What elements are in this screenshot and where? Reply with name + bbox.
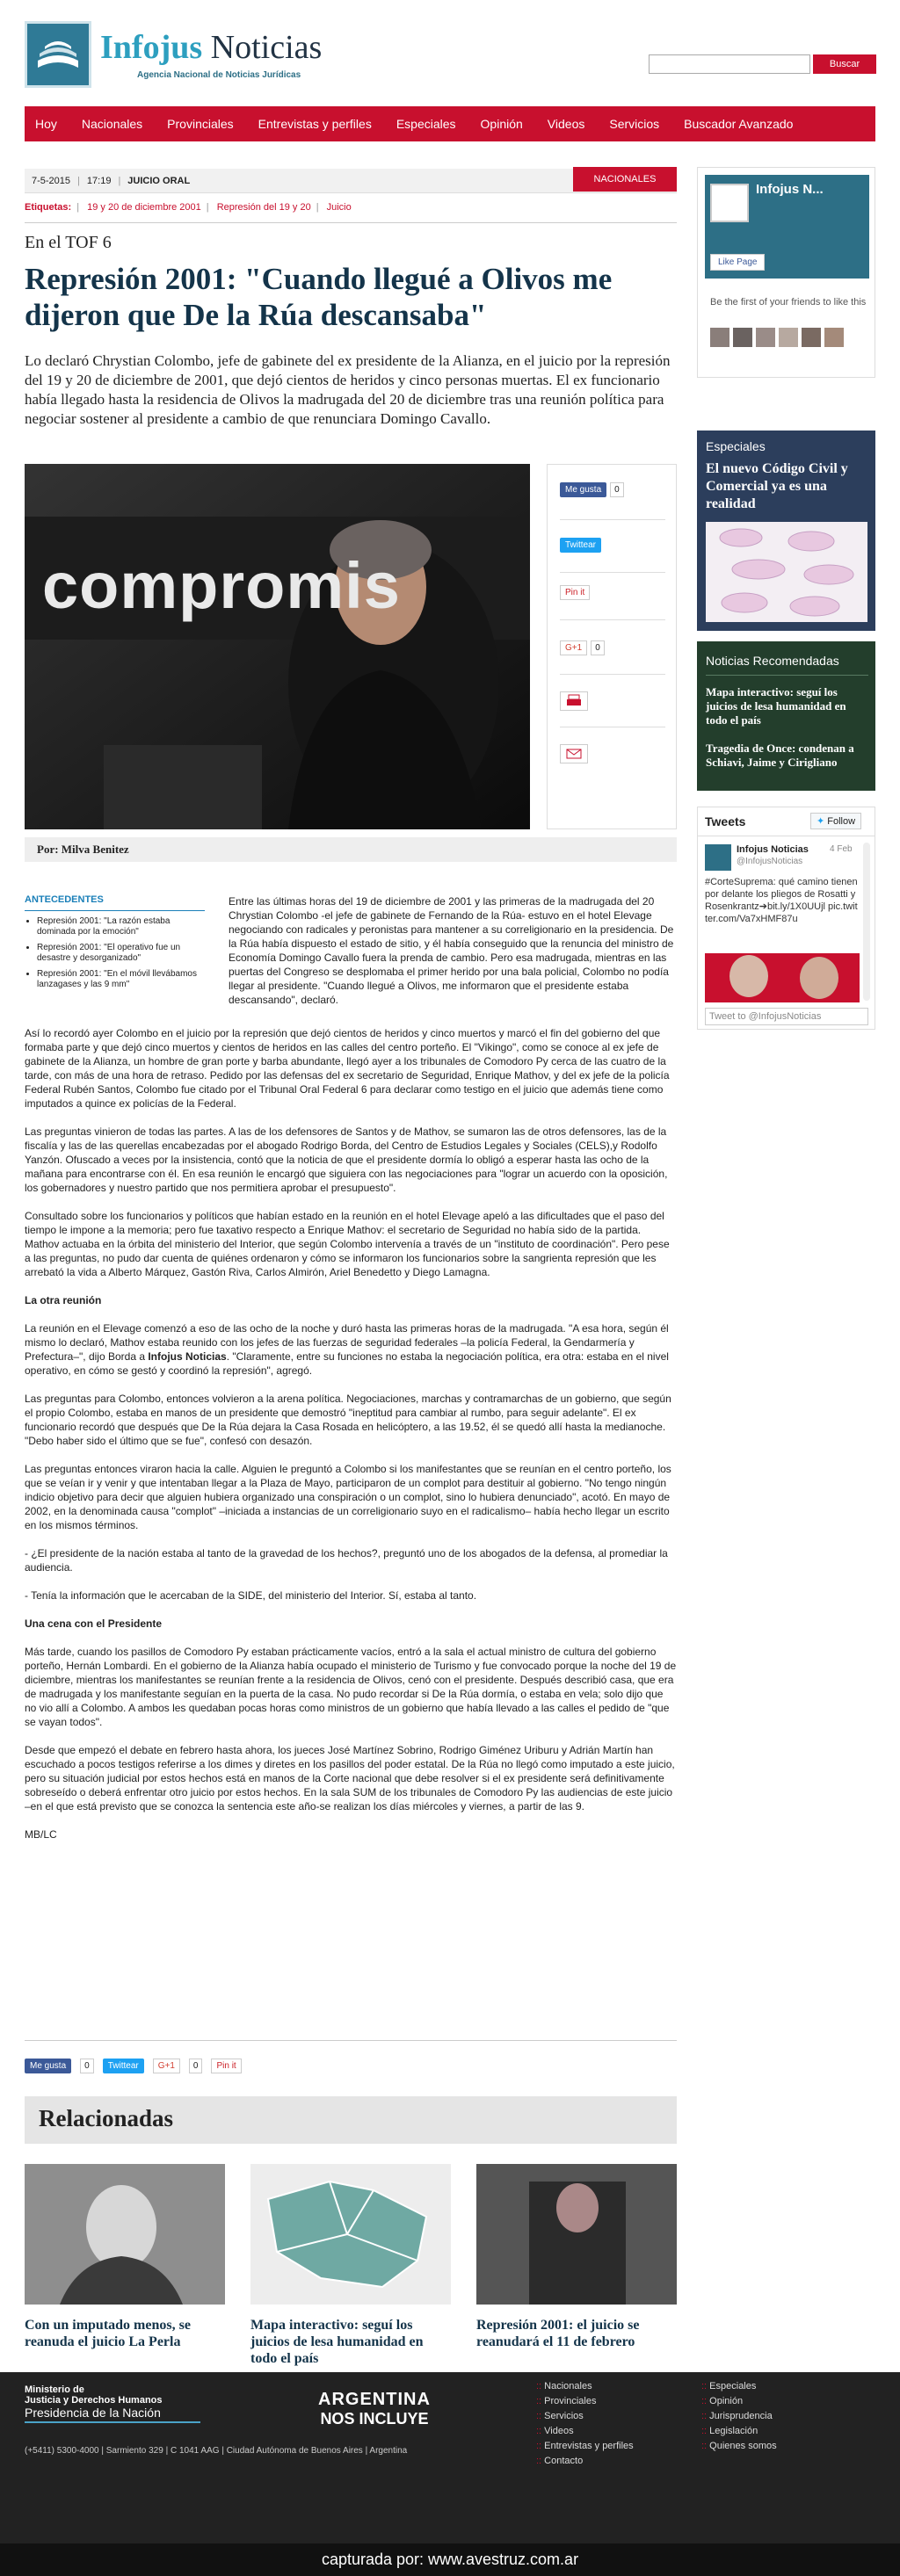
tweet-media <box>705 953 860 1002</box>
antecedente-link[interactable]: • Represión 2001: "El operativo fue un desastre y desorganizado" <box>37 943 205 964</box>
tags: Etiquetas: | 19 y 20 de diciembre 2001 | Represión del 19 y 20 | Juicio <box>25 202 352 213</box>
footer-link[interactable]: Jurisprudencia <box>709 2411 773 2421</box>
paragraph: Así lo recordó ayer Colombo en el juicio por la represión que dejó cientos de heridos y cinco muertos y marcó el fin del gobierno del que formaba parte y que dejó cinco muertos y cientos de heridos en las calles del centro porteño. El "Vikingo", como se conoce al ex jefe de gabinete de la Alianza, un hombre de gran porte y barba abundante, llegó ayer a los tribunales de Comodoro Py cerca de las cuatro de la tarde, con más de una hora de retraso. Pedido por las defensas del ex secretario de Seguridad, Enrique Mathov, y del ex jefe de la policía Federal Rubén Santos, Colombo fue citado por el Tribunal Oral Federal 6 para declarar como testigo en el juicio que además tiene como imputados a quince ex policías de la Federal. <box>25 1027 670 1110</box>
recomendada-link[interactable]: Tragedia de Once: condenan a Schiavi, Jaime y Cirigliano <box>706 742 854 769</box>
site-logo[interactable] <box>25 21 350 88</box>
print-icon[interactable] <box>560 691 588 713</box>
tag-link[interactable]: 19 y 20 de diciembre 2001 <box>87 202 201 213</box>
especiales-widget[interactable] <box>697 431 875 631</box>
footer-col-1: :: Nacionales :: Provinciales :: Servicios :: Videos :: Entrevistas y perfiles :: Contacto <box>536 2381 634 2466</box>
bottom-share-bar <box>25 2056 242 2075</box>
related-article[interactable] <box>250 2164 451 2367</box>
divider <box>25 222 677 223</box>
footer-link[interactable]: Quienes somos <box>709 2441 777 2451</box>
tweets-label: Tweets <box>705 814 746 829</box>
logo-book-icon <box>25 21 91 88</box>
especiales-title: El nuevo Código Civil y Comercial ya es una realidad <box>706 461 848 511</box>
tweet-button[interactable]: Twittear <box>560 538 601 553</box>
recomendadas-label: Noticias Recomendadas <box>706 654 839 668</box>
footer-logo[interactable]: Ministerio de Justicia y Derechos Humanos Presidencia de la Nación <box>25 2384 200 2423</box>
footer-link[interactable]: Provinciales <box>544 2396 597 2406</box>
related-title: Con un imputado menos, se reanuda el juicio La Perla <box>25 2318 191 2349</box>
paragraph: - Tenía la información que le acercaban de la SIDE, del ministerio del Interior. Sí, estaba al tanto. <box>25 1589 477 1602</box>
fb-like-page-button[interactable]: Like Page <box>710 254 765 271</box>
fb-logo-icon <box>710 184 749 222</box>
tweet-text: #CorteSuprema: qué camino tienen por delante los pliegos de Rosatti y Rosenkrantz➔bit.ly/1X0UUjl pic.twitter.com/Va7xHMF87u <box>705 877 858 924</box>
paragraph: Las preguntas vinieron de todas las partes. A las de los defensores de Santos y de Mathov, se sumaron las de otros defensores, las de la fiscalía y las de las querellas encabezadas por el abogado Rodrigo Borda, del Centro de Estudios Legales y Sociales (CELS),y Rodolfo Yanzón. Ofuscado a veces por la insistencia, contó que la noticia de que el presidente dormía lo obligó a esperar hasta las ocho de la mañana para encontrarse con él. En esa reunión le encargó que siguiera con las negociaciones para "lograr un acuerdo con la oposición, los gobernadores y nuestro partido que nos permitiera aprobar el presupuesto". <box>25 1125 668 1194</box>
facebook-widget <box>697 167 875 378</box>
kicker: En el TOF 6 <box>25 233 112 252</box>
email-icon[interactable] <box>560 744 588 766</box>
headline: Represión 2001: "Cuando llegué a Olivos me dijeron que De la Rúa descansaba" <box>25 262 613 332</box>
logo-wordmark: Infojus Noticias <box>100 29 323 66</box>
antecedentes-title: ANTECEDENTES <box>25 894 205 911</box>
paragraph: Las preguntas entonces viraron hacia la calle. Alguien le preguntó a Colombo si los manifestantes que se reunían en el centro porteño, los que se veían ir y venir y que intentaban llegar a la Plaza de Mayo, participaron de un complot para destituir al gobierno. "No tengo ningún indicio objetivo para decir que alguien hubiera organizado una conspiración o un complot, sino lo hubiera denunciado", acotó. En mayo de 2002, en la denominada causa "complot" –iniciada a instancias de un correligionario suyo en el radicalismo– había hecho llegar un escrito en los mismos términos. <box>25 1463 671 1531</box>
nav-provinciales[interactable]: Provinciales <box>167 117 234 131</box>
related-article[interactable] <box>476 2164 677 2350</box>
footer-link[interactable]: Servicios <box>544 2411 584 2421</box>
tweet-avatar <box>705 844 731 871</box>
recomendadas-widget <box>697 641 875 791</box>
related-photo <box>476 2164 677 2305</box>
footer-link[interactable]: Nacionales <box>544 2381 592 2391</box>
lead: Lo declaró Chrystian Colombo, jefe de gabinete del ex presidente de la Alianza, en el juicio por la represión del 19 y 20 de diciembre de 2001, que dejó cientos de heridos y cinco personas muertas. El ex funcionario había llegado hasta la residencia de Olivos la madrugada del 20 de diciembre tras una reunión política para negociar sostener al presidente a cambio de que renunciara Domingo Cavallo. <box>25 352 671 427</box>
article-time: 17:19 <box>86 175 112 186</box>
main-nav <box>25 106 875 141</box>
capture-credit: capturada por: www.avestruz.com.ar <box>0 2543 900 2576</box>
facebook-like-button[interactable]: Me gusta <box>25 2059 71 2073</box>
tweet-user[interactable]: Infojus Noticias <box>737 844 809 855</box>
paragraph: Las preguntas para Colombo, entonces volvieron a la arena política. Negociaciones, marchas y contramarchas de un gobierno, que según el propio Colombo, estaba en manos de un presidente que demostró "ineptitud para cambiar al rumbo, para seguir adelante". El ex funcionario recordó que después que De la Rúa dejara la Casa Rosada en helicóptero, a las 19.52, él se quedó allí hasta la medianoche. "Debo haber sido el último que se fue", confesó con desazón. <box>25 1393 671 1447</box>
article-section: JUICIO ORAL <box>127 175 191 186</box>
nav-hoy[interactable]: Hoy <box>35 117 57 131</box>
facebook-like-button[interactable]: Me gusta <box>560 482 606 497</box>
antecedente-link[interactable]: • Represión 2001: "En el móvil llevábamos lanzagases y las 9 mm" <box>37 969 205 990</box>
nav-nacionales[interactable]: Nacionales <box>81 117 143 131</box>
paragraph: - ¿El presidente de la nación estaba al tanto de la gravedad de los hechos?, preguntó uno de los abogados de la defensa, al promediar la audiencia. <box>25 1547 668 1574</box>
related-title: Represión 2001: el juicio se reanudará el 11 de febrero <box>476 2318 640 2349</box>
related-map <box>250 2164 451 2305</box>
recomendada-link[interactable]: Mapa interactivo: seguí los juicios de lesa humanidad en todo el país <box>706 685 846 727</box>
share-box <box>547 464 677 829</box>
tweet-button[interactable]: Twittear <box>103 2059 144 2073</box>
nav-especiales[interactable]: Especiales <box>396 117 456 131</box>
paragraph: Desde que empezó el debate en febrero hasta ahora, los jueces José Martínez Sobrino, Rodrigo Giménez Uriburu y Adrián Martín han escuchado a pocos testigos referirse a los dimes y diretes en los pasillos del poder estatal. De la Rúa no llegó como imputado a este juicio, pero su situación judicial por estos hechos está en manos de la Corte nacional que debe resolver si el ex presidente será definitivamente sobreseído o deberá enfrentar otro juicio por estos hechos. En la sala SUM de los tribunales de Comodoro Py las audiencias de este juicio –en el que está previsto que se conozca la sentencia este año-se realizan los días miércoles y viernes, a partir de las 9. <box>25 1744 675 1813</box>
relacionadas-header: Relacionadas <box>25 2096 677 2144</box>
antecedente-link[interactable]: • Represión 2001: "La razón estaba dominada por la emoción" <box>37 916 205 937</box>
search-button[interactable]: Buscar <box>813 54 876 74</box>
subheading: La otra reunión <box>25 1294 102 1306</box>
tag-link[interactable]: Represión del 19 y 20 <box>216 202 311 213</box>
divider <box>25 2040 677 2041</box>
footer-link[interactable]: Opinión <box>709 2396 744 2406</box>
google-plus-button[interactable]: G+1 <box>153 2059 180 2073</box>
facebook-count: 0 <box>80 2059 94 2073</box>
photo-illustration <box>25 464 530 829</box>
article-body <box>25 894 677 1856</box>
paragraph: Consultado sobre los funcionarios y políticos que habían estado en la reunión en el hotel Elevage apeló a las dificultades que el paso del tiempo le impone a la memoria; pero fue taxativo respecto a Enrique Mathov: el secretario de Seguridad no había sido de la partida. Mathov actuaba en la órbita del ministerio del Interior, que según Colombo intervenía a través de un "instituto de coordinación". Pero pese a las preguntas, no pudo dar cuenta de quiénes ordenaron y cómo se informaron los funcionarios sobre la sangrienta represión que les arrebató la vida a Alberto Márquez, Gastón Riva, Carlos Almirón, Ariel Benedetto y Diego Lamagna. <box>25 1210 670 1278</box>
fb-friends <box>710 328 844 347</box>
nav-opinion[interactable]: Opinión <box>480 117 523 131</box>
footer-link[interactable]: Videos <box>544 2426 574 2436</box>
footer-address: (+5411) 5300-4000 | Sarmiento 329 | C 1041 AAG | Ciudad Autónoma de Buenos Aires | Argentina <box>25 2446 408 2456</box>
nav-videos[interactable]: Videos <box>547 117 585 131</box>
footer-argentina: ARGENTINA NOS INCLUYE <box>318 2390 431 2428</box>
antecedentes-spacer <box>25 894 229 1026</box>
signature: MB/LC <box>25 1828 57 1841</box>
twitter-widget <box>697 807 875 1030</box>
twitter-bird-icon: ✦ <box>817 816 825 827</box>
related-title: Mapa interactivo: seguí los juicios de lesa humanidad en todo el país <box>250 2318 424 2366</box>
footer-link[interactable]: Contacto <box>544 2456 584 2466</box>
footer-link[interactable]: Entrevistas y perfiles <box>544 2441 634 2451</box>
facebook-count: 0 <box>610 482 624 497</box>
tweet-handle: @InfojusNoticias <box>737 857 803 866</box>
article-date: 7-5-2015 <box>32 175 71 186</box>
google-plus-count: 0 <box>591 640 605 655</box>
tweet-scrollbar[interactable] <box>863 843 870 1001</box>
tweet-compose[interactable]: Tweet to @InfojusNoticias <box>705 1008 868 1025</box>
fb-text: Be the first of your friends to like this <box>710 297 867 308</box>
tags-label: Etiquetas: <box>25 202 72 213</box>
footer-link[interactable]: Especiales <box>709 2381 757 2391</box>
search-input[interactable] <box>649 54 810 74</box>
fb-cover <box>705 175 869 279</box>
subheading: Una cena con el Presidente <box>25 1617 163 1630</box>
article-photo <box>25 464 530 829</box>
byline: Por: Milva Benitez <box>25 837 677 862</box>
google-plus-count: 0 <box>189 2059 203 2073</box>
google-plus-button[interactable]: G+1 <box>560 640 587 655</box>
footer-col-2: :: Especiales :: Opinión :: Jurisprudencia :: Legislación :: Quienes somos <box>701 2381 777 2451</box>
nav-servicios[interactable]: Servicios <box>609 117 660 131</box>
dateline: 7-5-2015 | 17:19 | JUICIO ORAL <box>25 169 677 193</box>
related-photo <box>25 2164 225 2305</box>
nav-buscador[interactable]: Buscador Avanzado <box>684 117 794 131</box>
paragraph: Más tarde, cuando los pasillos de Comodoro Py estaban prácticamente vacíos, entró a la sala el actual ministro de cultura del gobierno porteño, Hernán Lombardi. En el gobierno de la Alianza había ocupado el ministerio de Turismo y fue convocado porque la noche del 19 de diciembre, mientras los manifestantes se reunían frente a la residencia de Olivos, cenó con el presidente. Después describió casa, que era de madrugada y los manifestante seguían en la puerta de la casa. No pudo recordar si De la Rúa dormía, o estaba en vela; solo dijo que no vio allí a Colombo. A ambos les quedaban pocas horas como ministros de un gobierno que había llevado a las calles el pedido de "que se vayan todos". <box>25 1646 677 1728</box>
section-badge[interactable]: NACIONALES <box>573 167 677 192</box>
paragraph: La reunión en el Elevage comenzó a eso de las ocho de la noche y duró hasta las primeras horas de la madrugada. "A esa hora, según él mismo lo declaró, Mathov estaba reunido con los jefes de las fuerzas de seguridad federales –la policía Federal, la Gendarmería y Prefectura–", dijo Borda a Infojus Noticias. "Claramente, entre su funciones no estaba la negociación política, era otra: estaba en el nivel operativo, en cómo se gestó y coordinó la represión", agregó. <box>25 1322 669 1377</box>
footer-link[interactable]: Legislación <box>709 2426 758 2436</box>
pinterest-button[interactable]: Pin it <box>560 585 590 600</box>
paragraph: Entre las últimas horas del 19 de diciembre de 2001 y las primeras de la madrugada del 20 Chrystian Colombo -el jefe de gabinete de Fernando de la Rúa- estuvo en el hotel Elevage negociando con radicales y peronistas para mantener a su correligionario en la presidencia. De la Rúa había dispuesto el estado de sitio, y él había conseguido que la renuncia del ministro de Economía Domingo Cavallo fuera la prenda de cambio. Pero esa madrugada, mientras en las puertas del Congreso se desplomaba el primer herido por una bala policial, Colombo no podía llegar al presidente. "Cuando llegué a Olivos, me informaron que el presidente estaba descansando", declaró. <box>229 895 674 1006</box>
photo-backdrop-text: compromis <box>42 549 401 622</box>
pinterest-button[interactable]: Pin it <box>211 2059 241 2073</box>
related-article[interactable] <box>25 2164 225 2350</box>
tag-link[interactable]: Juicio <box>326 202 352 213</box>
twitter-follow-button[interactable]: ✦ Follow <box>810 813 861 829</box>
especiales-image <box>706 522 867 622</box>
tweet-date: 4 Feb <box>830 844 853 854</box>
logo-subtitle: Agencia Nacional de Noticias Jurídicas <box>137 70 301 80</box>
fb-page-name[interactable]: Infojus N... <box>756 182 824 197</box>
especiales-label: Especiales <box>706 439 766 453</box>
nav-entrevistas[interactable]: Entrevistas y perfiles <box>258 117 372 131</box>
